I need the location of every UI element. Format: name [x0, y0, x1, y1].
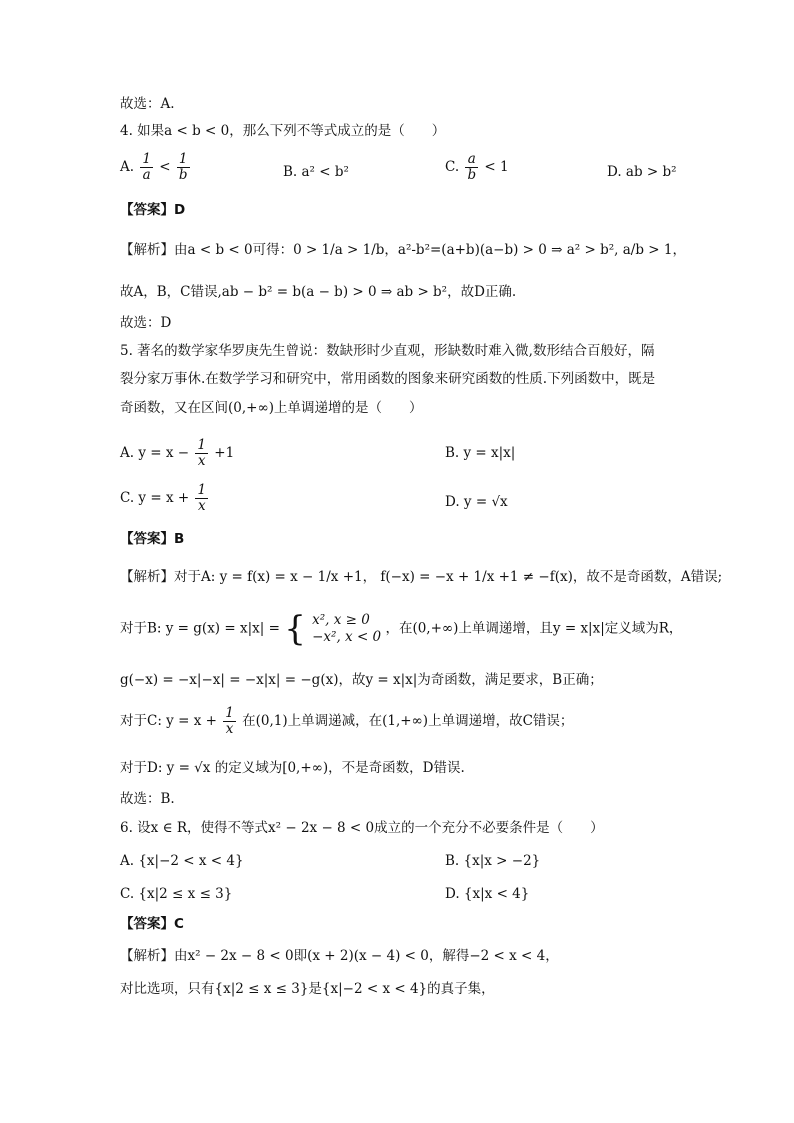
q5-option-a	[120, 438, 234, 469]
q5-answer: 【答案】B	[120, 531, 185, 547]
q5-analysis-c	[120, 706, 573, 737]
q5-option-a-num: 1	[197, 437, 206, 453]
q5-analysis-b-pre: 对于B: y = g(x) = x|x| =	[120, 620, 280, 637]
q3-conclusion: 故选：A.	[120, 96, 175, 112]
q5-stem-1: 5. 著名的数学家华罗庚先生曾说：数缺形时少直观，形缺数时难入微,数形结合百般好，隔	[120, 343, 655, 359]
q5-analysis-b-case1: x², x ≥ 0	[312, 612, 370, 628]
q5-option-a-pre: A. y = x −	[120, 445, 190, 461]
q6-option-a: A. {x|−2 < x < 4}	[120, 853, 244, 869]
q4-stem: 4. 如果a < b < 0，那么下列不等式成立的是（ ）	[120, 123, 446, 139]
q5-option-c-num: 1	[197, 482, 207, 498]
q4-option-c-rel: < 1	[484, 159, 509, 175]
q5-stem-3: 奇函数，又在区间(0,+∞)上单调递增的是（ ）	[120, 400, 423, 416]
q5-analysis-b-cases	[312, 612, 381, 646]
q5-analysis-b-2: g(−x) = −x|−x| = −x|x| = −g(x)，故y = x|x|为奇函数，满足要求，B正确；	[120, 672, 603, 688]
q5-analysis-a: 【解析】对于A: y = f(x) = x − 1/x +1， f(−x) = −x + 1/x +1 ≠ −f(x)，故不是奇函数，A错误;	[120, 569, 723, 585]
q5-option-a-frac	[195, 438, 208, 469]
q4-option-a	[120, 152, 192, 183]
q5-option-d: D. y = √x	[445, 494, 508, 510]
q4-option-a-frac2	[177, 152, 190, 183]
q4-option-a-lt: <	[159, 159, 171, 175]
q4-option-a-frac1-num: 1	[142, 151, 151, 167]
q6-option-b: B. {x|x > −2}	[445, 853, 541, 869]
q5-analysis-b-case2: −x², x < 0	[312, 629, 382, 645]
q4-option-c-frac	[465, 152, 478, 183]
q4-option-c-num: a	[465, 152, 478, 168]
q5-analysis-b-post: ，在(0,+∞)上单调递增，且y = x|x|定义域为R，	[385, 620, 683, 637]
q5-option-c-frac	[195, 483, 208, 514]
q4-conclusion: 故选：D	[120, 315, 172, 331]
q4-option-d: D. ab > b²	[607, 164, 677, 180]
q4-analysis-1: 【解析】由a < b < 0可得：0 > 1/a > 1/b，a²-b²=(a+b)(a−b) > 0 ⇒ a² > b², a/b > 1，	[120, 242, 686, 258]
q5-conclusion: 故选：B.	[120, 791, 175, 807]
q4-option-a-frac2-num: 1	[177, 152, 190, 168]
q6-option-c: C. {x|2 ≤ x ≤ 3}	[120, 886, 233, 902]
q4-analysis-2: 故A，B，C错误,ab − b² = b(a − b) > 0 ⇒ ab > b²，故D正确.	[120, 284, 517, 300]
q4-option-a-frac1-den: a	[142, 167, 151, 183]
q5-analysis-c-num: 1	[225, 705, 234, 721]
q6-analysis-1: 【解析】由x² − 2x − 8 < 0即(x + 2)(x − 4) < 0，解得−2 < x < 4，	[120, 948, 559, 964]
q5-option-a-den: x	[197, 453, 206, 469]
q5-analysis-d: 对于D: y = √x 的定义域为[0,+∞)，不是奇函数，D错误.	[120, 760, 465, 776]
q5-option-c	[120, 483, 210, 514]
q5-stem-2: 裂分家万事休.在数学学习和研究中，常用函数的图象来研究函数的性质.下列函数中，既是	[120, 371, 656, 387]
q4-answer: 【答案】D	[120, 202, 186, 218]
q4-option-a-label: A.	[120, 159, 135, 175]
q4-option-b: B. a² < b²	[283, 164, 349, 180]
q4-option-a-frac1	[140, 152, 153, 183]
left-brace-symbol: {	[284, 609, 306, 649]
q5-option-c-den: x	[197, 498, 206, 514]
q5-option-c-pre: C. y = x +	[120, 490, 190, 506]
q5-option-b: B. y = x|x|	[445, 445, 516, 461]
q6-analysis-2: 对比选项，只有{x|2 ≤ x ≤ 3}是{x|−2 < x < 4}的真子集，	[120, 981, 495, 997]
q4-option-c-label: C.	[445, 159, 460, 175]
q5-option-a-post: +1	[214, 445, 235, 461]
q4-option-c	[445, 152, 509, 183]
q4-option-c-den: b	[467, 167, 477, 183]
q6-option-d: D. {x|x < 4}	[445, 886, 530, 902]
q5-analysis-b	[120, 609, 683, 649]
q5-analysis-c-post: 在(0,1)上单调递减，在(1,+∞)上单调递增，故C错误；	[242, 713, 574, 729]
q5-analysis-c-frac	[223, 706, 236, 737]
q6-answer: 【答案】C	[120, 916, 184, 932]
q6-stem: 6. 设x ∈ R，使得不等式x² − 2x − 8 < 0成立的一个充分不必要条件是（ ）	[120, 820, 604, 836]
q4-option-a-frac2-den: b	[178, 167, 188, 183]
q5-analysis-c-pre: 对于C: y = x +	[120, 713, 217, 729]
q5-analysis-c-den: x	[225, 721, 234, 737]
